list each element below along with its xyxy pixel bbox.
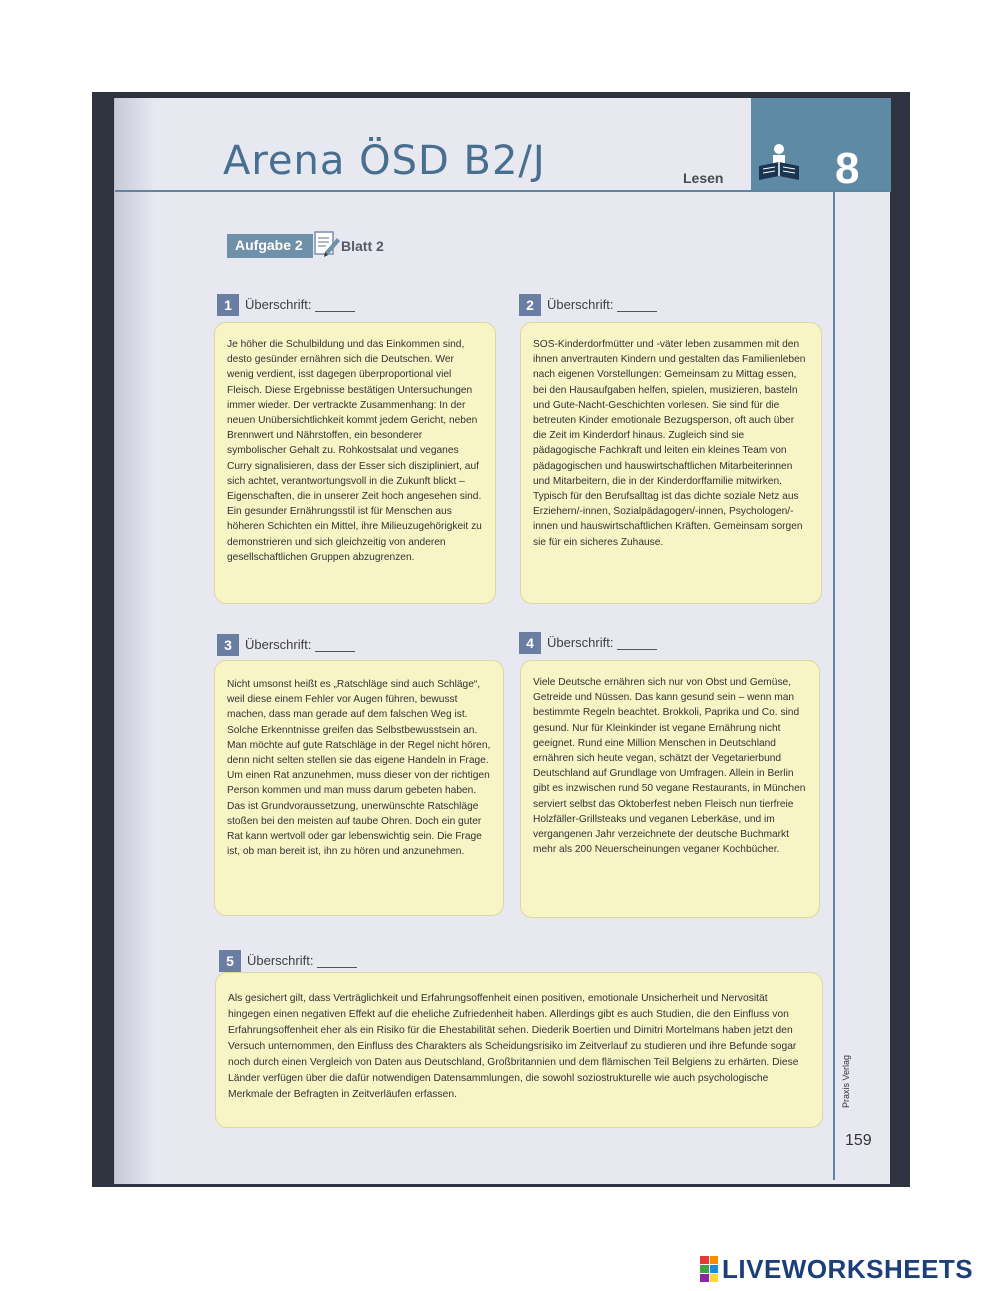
worksheet-pencil-icon (313, 228, 341, 258)
heading-label-text: Überschrift: (245, 297, 312, 312)
section-1-heading-label (245, 297, 355, 312)
section-4-heading-label (547, 635, 657, 650)
heading-blank-5[interactable] (317, 956, 357, 968)
heading-blank-4[interactable] (617, 638, 657, 650)
page-number: 159 (845, 1132, 872, 1149)
section-2-heading-label (547, 297, 657, 312)
heading-label-text: Überschrift: (247, 953, 314, 968)
section-5-number: 5 (219, 950, 241, 972)
task-badge: Aufgabe 2 (227, 234, 313, 258)
chapter-number: 8 (835, 144, 860, 193)
section-3-heading-label (245, 637, 355, 652)
publisher-label: Praxis Verlag (841, 1054, 851, 1108)
margin-rule (833, 190, 835, 1180)
scanned-page (92, 92, 910, 1187)
text-box-2-body: SOS-Kinderdorfmütter und -väter leben zusammen mit den ihnen anvertrauten Kindern und gestalten das Familienleben nach eigenen Vorstellungen: Gemeinsam zu Mittag essen, bei den Hausaufgaben helfen, spielen, musizieren, basteln und Gute-Nacht-Geschichten vorlesen. Sie sind für die betreuten Kinder emotionale Bezugsperson, oft auch über die Zeit im Kinderdorf hinaus. Zugleich sind sie pädagogische Fachkraft und leiten ein kleines Team von pädagogischen und hauswirtschaftlichen Mitarbeiterinnen und Mitarbeitern, die in der Kinderdorffamilie mitwirken. Typisch für den Berufsalltag ist das dichte soziale Netz aus Erziehern/-innen, Sozialpädagogen/-innen, Psychologen/-innen und hauswirtschaftlichen Kräften. Gemeinsam sorgen sie für ein sicheres Zuhause. (533, 339, 806, 548)
worksheet-page (114, 98, 890, 1184)
section-3-number: 3 (217, 634, 239, 656)
sheet-label: Blatt 2 (341, 238, 384, 254)
heading-label-text: Überschrift: (245, 637, 312, 652)
section-2-number: 2 (519, 294, 541, 316)
page-title: Arena ÖSD B2/J (223, 138, 546, 184)
heading-label-text: Überschrift: (547, 635, 614, 650)
section-label: Lesen (683, 170, 724, 186)
text-box-2 (520, 322, 822, 604)
text-box-4 (520, 660, 820, 918)
reading-book-icon (757, 140, 801, 184)
heading-blank-3[interactable] (315, 640, 355, 652)
watermark-text: LIVEWORKSHEETS (722, 1253, 974, 1284)
heading-blank-2[interactable] (617, 300, 657, 312)
text-box-3 (214, 660, 504, 916)
section-4-number: 4 (519, 632, 541, 654)
liveworksheets-watermark (700, 1254, 973, 1284)
text-box-3-body: Nicht umsonst heißt es „Ratschläge sind auch Schläge“, weil diese einem Fehler vor Augen führen, bewusst machen, dass man gerade auf dem falschen Weg ist. Solche Erkenntnisse greifen das Selbstbewusstsein an. Man möchte auf gute Ratschläge in der Regel nicht hören, denn nicht selten stellen sie das eigene Handeln in Frage. Um einen Rat anzunehmen, muss dieser von der richtigen Person kommen und man muss darum gebeten haben. Das ist Grundvoraussetzung, unerwünschte Ratschläge stoßen bei den meisten auf taube Ohren. Doch ein guter Rat kann wertvoll oder gar lebenswichtig sein. Die Frage ist, ob man bereit ist, ihn zu hören und anzunehmen. (227, 679, 491, 858)
section-5-heading-label (247, 953, 357, 968)
section-1-number: 1 (217, 294, 239, 316)
heading-label-text: Überschrift: (547, 297, 614, 312)
heading-blank-1[interactable] (315, 300, 355, 312)
text-box-1-body: Je höher die Schulbildung und das Einkommen sind, desto gesünder ernähren sich die Deutschen. Wer wenig verdient, isst dagegen überproportional viel Fleisch. Diese Ergebnisse bestätigen Untersuchungen immer wieder. Der vertrackte Zusammenhang: In der neuen Unübersichtlichkeit kommt jedem Gericht, neben Brennwert und Nährstoffen, ein besonderer symbolischer Gehalt zu. Rohkostsalat und veganes Curry signalisieren, dass der Esser sich diszipliniert, auf sich achtet, verantwortungsvoll in die Zukunft blickt – Eigenschaften, die in unserer Zeit hoch angesehen sind. Ein gesunder Ernährungsstil ist für Menschen aus höheren Schichten ein Mittel, ihre Milieuzugehörigkeit zu demonstrieren und sich gleichzeitig von anderen gesellschaftlichen Gruppen abzugrenzen. (227, 339, 482, 563)
text-box-1 (214, 322, 496, 604)
header-rule (115, 190, 891, 192)
text-box-5 (215, 972, 823, 1128)
liveworksheets-logo-icon (700, 1256, 718, 1282)
text-box-5-body: Als gesichert gilt, dass Verträglichkeit und Erfahrungsoffenheit einen positiven, emotionale Unsicherheit und Nervosität hingegen einen negativen Effekt auf die eheliche Zufriedenheit haben. Allerdings gibt es auch Studien, die den Einfluss von Erfahrungsoffenheit eher als ein Risiko für die Ehestabilität sehen. Diederik Boertien und Dimitri Mortelmans haben jetzt den Versuch unternommen, den Einfluss des Charakters als Scheidungsrisiko im Zeitverlauf zu studieren und ihre Befunde sogar noch durch einen Vergleich von Daten aus Deutschland, Großbritannien und dem flämischen Teil Belgiens zu erhärten. Diese Länder verfügen über die dafür notwendigen Datensammlungen, die sowohl soziostrukturelle wie auch psychologische Merkmale der Befragten in Zeitverläufen erfassen. (228, 993, 799, 1100)
text-box-4-body: Viele Deutsche ernähren sich nur von Obst und Gemüse, Getreide und Nüssen. Das kann gesund sein – wenn man bestimmte Regeln beachtet. Brokkoli, Paprika und Co. sind gesund. Nur für Kleinkinder ist vegane Ernährung nicht geeignet. Rund eine Million Menschen in Deutschland ernähren sich heute vegan, schätzt der Vegetarierbund Deutschland auf Grundlage von Umfragen. Allein in Berlin gibt es inzwischen rund 50 vegane Restaurants, in München serviert selbst das Oktoberfest neben Fleisch nun tierfreie Holzfäller-Grillsteaks und veganen Leberkäse, und im vergangenen Jahr verzeichnete der deutsche Buchmarkt mehr als 200 Neuerscheinungen veganer Kochbücher. (533, 677, 806, 856)
